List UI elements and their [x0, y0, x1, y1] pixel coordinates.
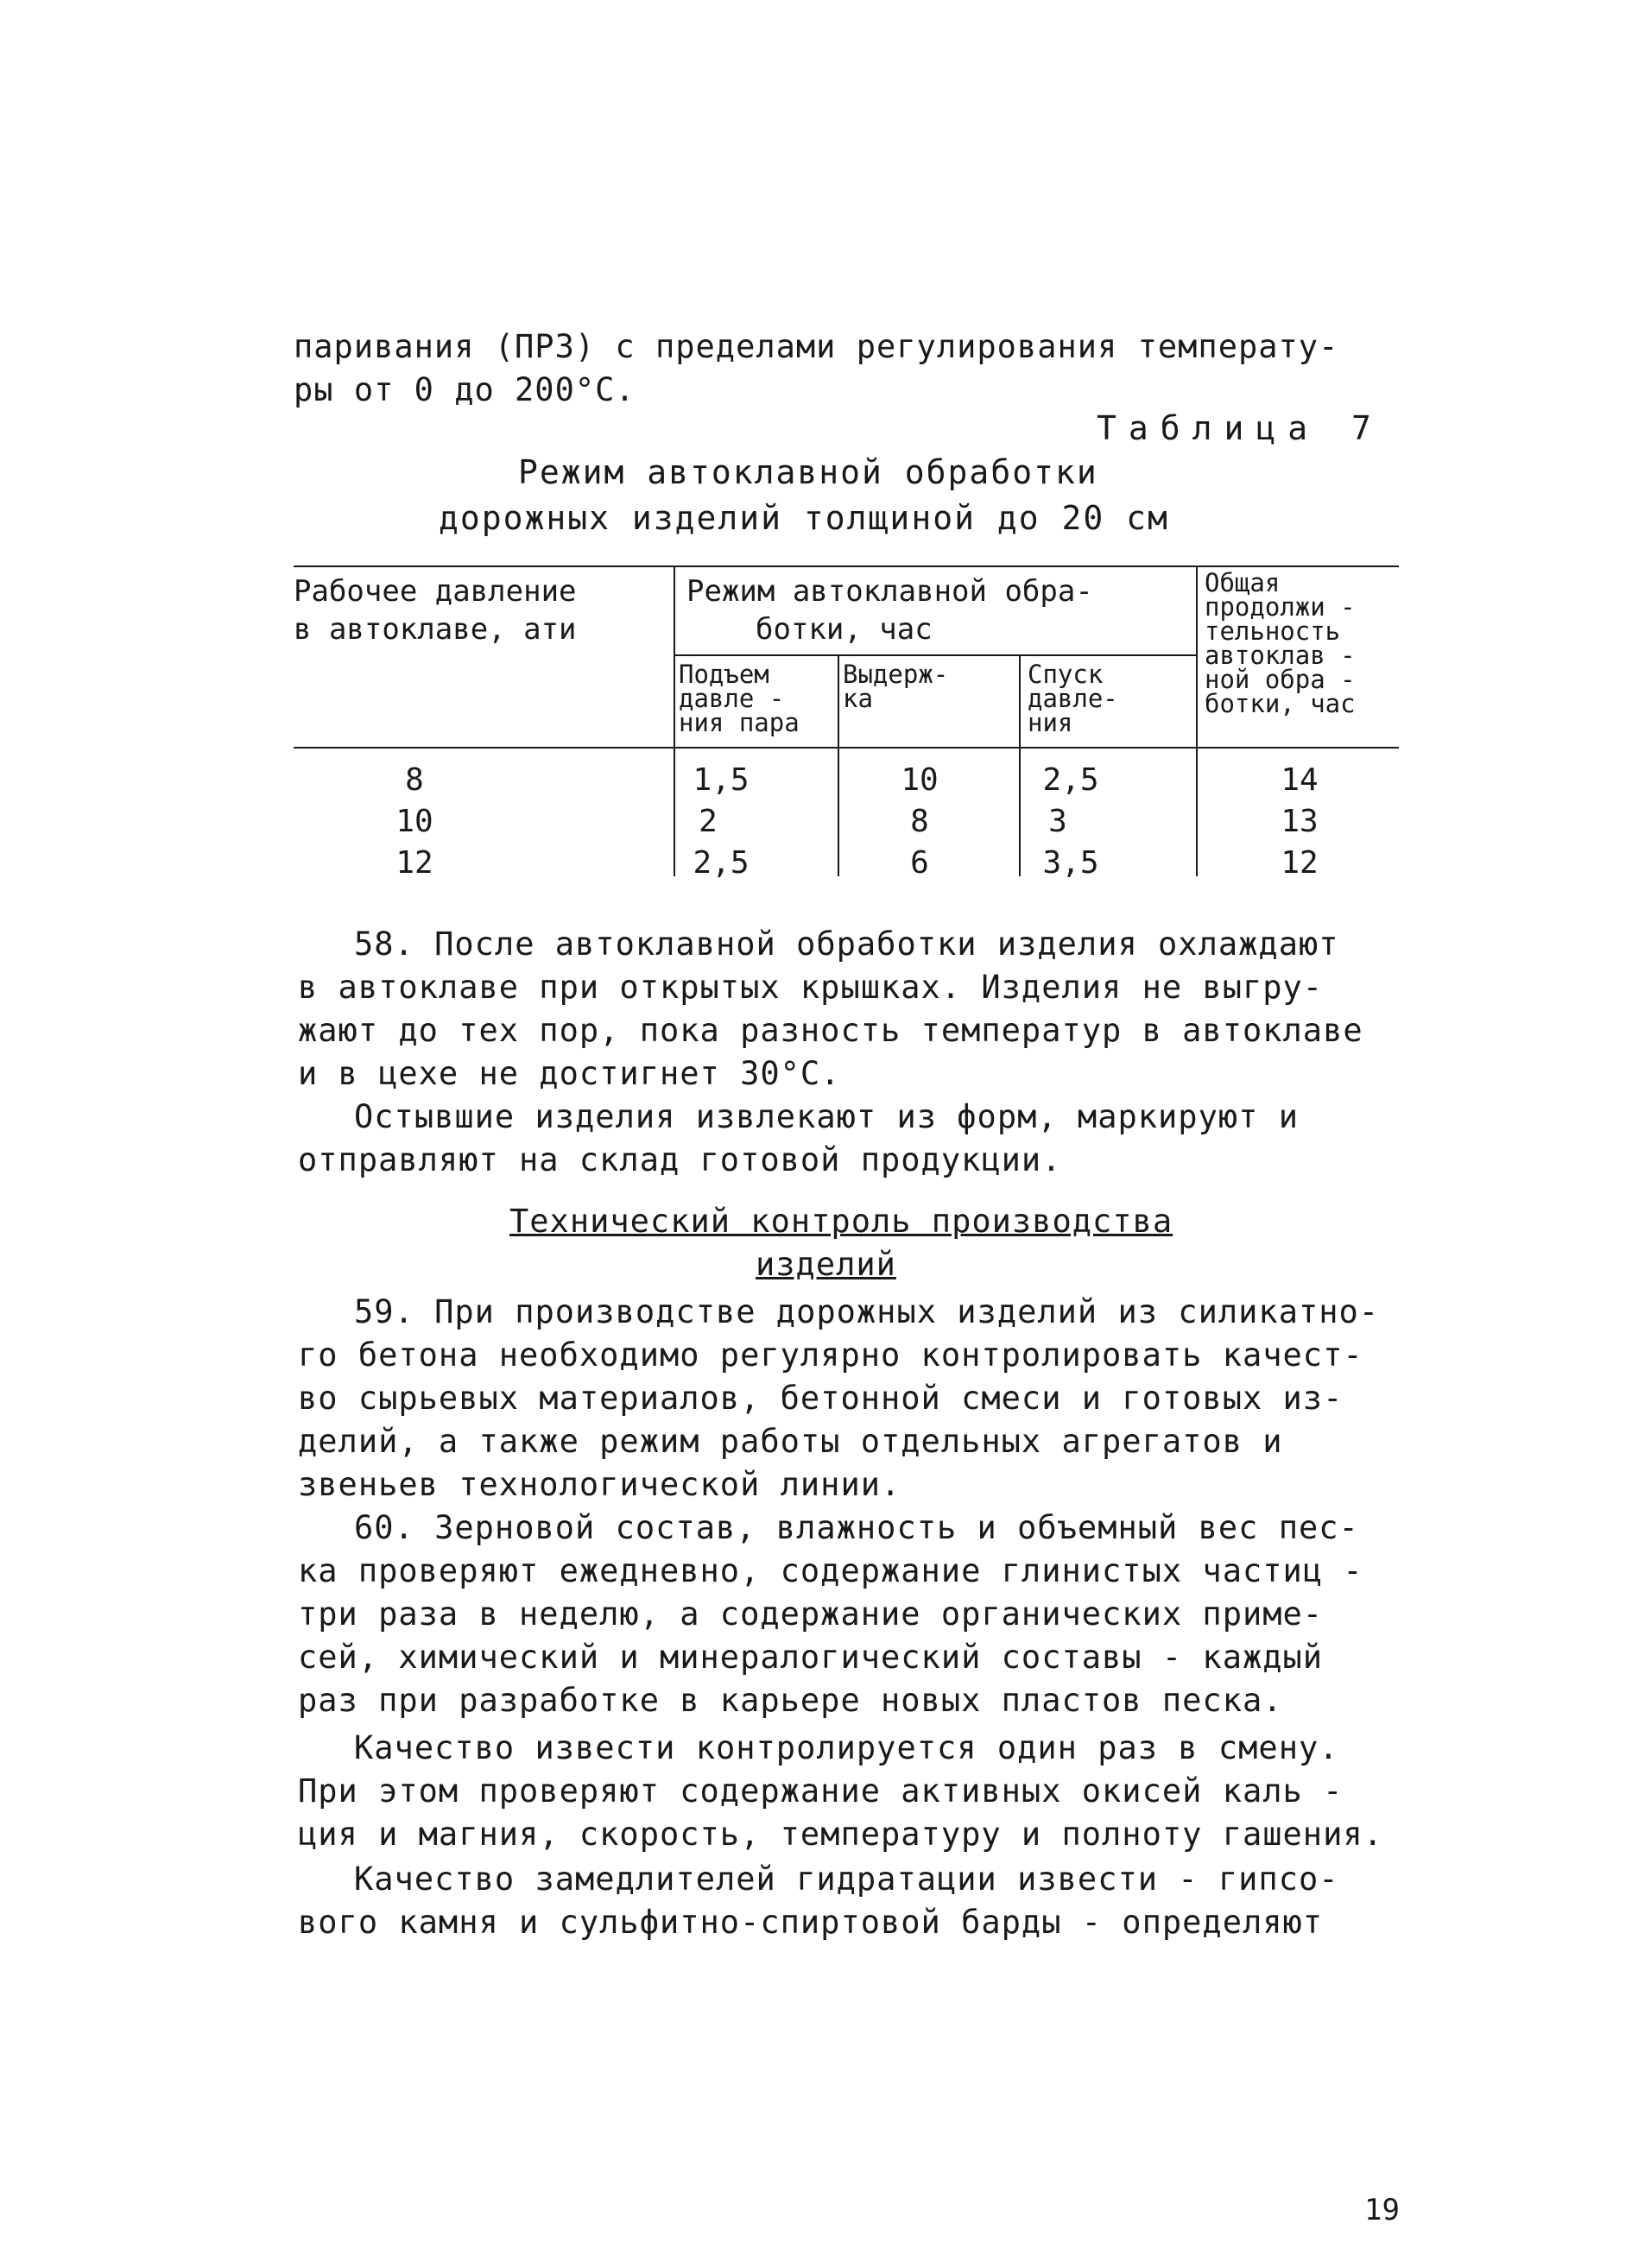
table-cell: 2,5 — [1042, 762, 1099, 798]
total-header-line-5: ной обра - — [1205, 665, 1356, 694]
table-cell: 14 — [1281, 762, 1319, 798]
table-cell: 8 — [405, 762, 424, 798]
table-cell: 3 — [1048, 804, 1067, 839]
table-top-rule — [294, 565, 1399, 567]
table-cell: 8 — [910, 804, 929, 839]
para59-line-4: делий, а также режим работы отдельных агрегатов и — [298, 1423, 1283, 1460]
page-number: 19 — [1364, 2193, 1400, 2227]
para59-line-3: во сырьевых материалов, бетонной смеси и готовых из- — [298, 1380, 1344, 1417]
para58b-line-2: отправляют на склад готовой продукции. — [298, 1141, 1062, 1178]
table-title-line-2: дорожных изделий толщиной до 20 см — [439, 499, 1169, 537]
table-label: Таблица 7 — [1097, 409, 1383, 447]
table-cell: 2 — [699, 804, 718, 839]
total-header-line-4: автоклав - — [1205, 641, 1356, 670]
table-title-line-1: Режим автоклавной обработки — [518, 453, 1098, 491]
table-cell: 10 — [901, 762, 939, 798]
para58-line-1: 58. После автоклавной обработки изделия охлаждают — [354, 926, 1339, 963]
header-bottom-rule — [294, 747, 1399, 749]
sub3-line-1: Спуск — [1028, 660, 1104, 689]
sub1-line-2: давле - — [679, 684, 785, 713]
group-header-line-2: ботки, час — [756, 612, 933, 647]
total-header-line-2: продолжи - — [1205, 592, 1356, 622]
total-header-line-3: тельность — [1205, 616, 1341, 646]
lime-line-2: При этом проверяют содержание активных окисей каль - — [298, 1772, 1344, 1810]
section-heading-line-1: Технический контроль производства — [509, 1203, 1173, 1240]
autoclave-table — [294, 565, 1399, 894]
para60-line-2: ка проверяют ежедневно, содержание глинистых частиц - — [298, 1552, 1363, 1589]
table-cell: 3,5 — [1042, 845, 1099, 881]
para60-line-5: раз при разработке в карьере новых пластов песка. — [298, 1682, 1283, 1719]
table-cell: 6 — [910, 845, 929, 881]
para58-line-4: и в цехе не достигнет 30°С. — [298, 1055, 841, 1092]
col1-header-line-1: Рабочее давление — [294, 574, 577, 609]
total-header-line-1: Общая — [1205, 568, 1281, 597]
group-header-rule — [674, 654, 1196, 656]
para60-line-4: сей, химический и минералогический составы - каждый — [298, 1639, 1324, 1676]
retarder-line-2: вого камня и сульфитно-спиртовой барды - определяют — [298, 1904, 1324, 1941]
lime-line-3: ция и магния, скорость, температуру и полноту гашения. — [298, 1816, 1383, 1853]
para58-line-2: в автоклаве при открытых крышках. Изделия не выгру- — [298, 969, 1324, 1006]
sub3-line-2: давле- — [1028, 684, 1118, 713]
group-header-line-1: Режим автоклавной обра- — [686, 574, 1093, 609]
para60-line-3: три раза в неделю, а содержание органических приме- — [298, 1595, 1324, 1633]
para59-line-1: 59. При производстве дорожных изделий из силикатно- — [354, 1293, 1380, 1330]
para60-line-1: 60. Зерновой состав, влажность и объемный вес пес- — [354, 1509, 1359, 1546]
sub2-line-2: ка — [843, 684, 873, 713]
lime-line-1: Качество извести контролируется один раз в смену. — [354, 1729, 1339, 1766]
intro-line-2: ры от 0 до 200°С. — [294, 371, 636, 408]
table-cell: 1,5 — [693, 762, 750, 798]
table-cell: 12 — [395, 845, 433, 881]
table-cell: 13 — [1281, 804, 1319, 839]
table-vrule-2 — [838, 654, 839, 876]
total-header-line-6: ботки, час — [1205, 689, 1356, 718]
sub3-line-3: ния — [1028, 708, 1073, 737]
sub1-line-1: Подъем — [679, 660, 769, 689]
sub1-line-3: ния пара — [679, 708, 800, 737]
table-vrule-4 — [1196, 565, 1198, 876]
section-heading-line-2: изделий — [756, 1246, 896, 1283]
table-cell: 2,5 — [693, 845, 750, 881]
para59-line-2: го бетона необходимо регулярно контролировать качест- — [298, 1336, 1363, 1374]
table-cell: 12 — [1281, 845, 1319, 881]
para59-line-5: звеньев технологической линии. — [298, 1466, 901, 1503]
sub2-line-1: Выдерж- — [843, 660, 949, 689]
table-vrule-3 — [1019, 654, 1021, 876]
para58b-line-1: Остывшие изделия извлекают из форм, маркируют и — [354, 1098, 1299, 1135]
table-cell: 10 — [395, 804, 433, 839]
retarder-line-1: Качество замедлителей гидратации извести - гипсо- — [354, 1861, 1339, 1898]
para58-line-3: жают до тех пор, пока разность температур в автоклаве — [298, 1012, 1363, 1049]
col1-header-line-2: в автоклаве, ати — [294, 612, 577, 647]
intro-line-1: паривания (ПРЗ) с пределами регулирования температу- — [294, 328, 1339, 365]
